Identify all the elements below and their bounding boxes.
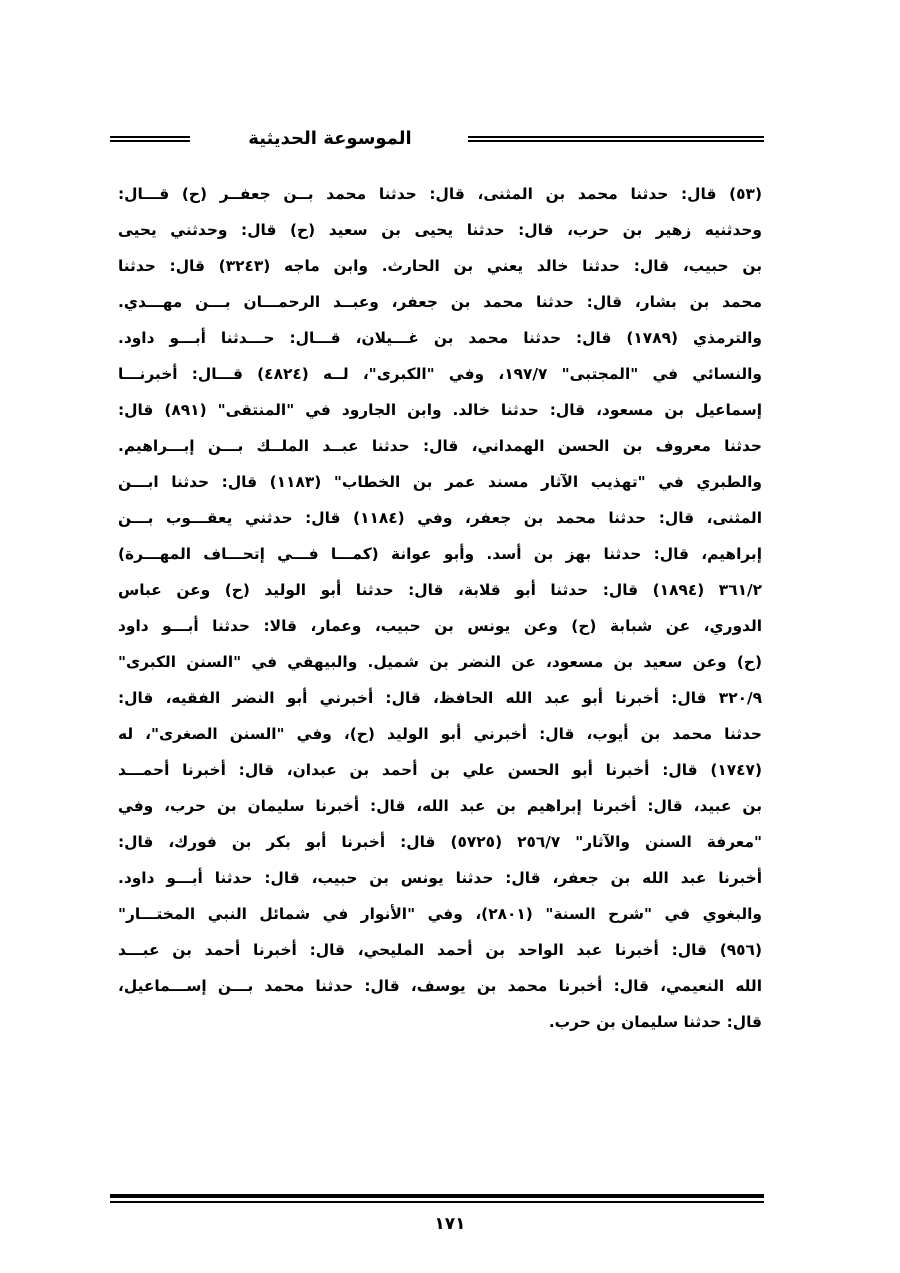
text-line: (٩٥٦) قال: أخبرنا عبد الواحد بن أحمد المليحي، قال: أخبرنا أحمد بن عبـــد [118,941,762,959]
text-line: الدوري، عن شبابة (ح) وعن يونس بن حبيب، وعمار، قالا: حدثنا أبـــو داود [118,617,762,635]
text-line: الله النعيمي، قال: أخبرنا محمد بن يوسف، قال: حدثنا محمد بـــن إســـماعيل، [118,977,762,995]
text-line: بن عبيد، قال: أخبرنا إبراهيم بن عبد الله، قال: أخبرنا سليمان بن حرب، وفي [118,797,762,815]
body-text [118,176,762,1040]
text-line: والترمذي (١٧٨٩) قال: حدثنا محمد بن غـــيلان، قـــال: حـــدثنا أبـــو داود. [118,329,762,347]
text-line: (ح) وعن سعيد بن مسعود، عن النضر بن شميل. والبيهقي في "السنن الكبرى" [118,653,762,671]
header-rule-right [468,136,764,142]
text-line: المثنى، قال: حدثنا محمد بن جعفر، وفي (١١٨٤) قال: حدثني يعقـــوب بـــن [118,509,762,527]
header-rule-left [110,136,190,142]
footer-rule-thick [110,1194,764,1198]
text-line: حدثنا محمد بن أيوب، قال: أخبرني أبو الوليد (ح)، وفي "السنن الصغرى"، له [118,725,762,743]
running-title: الموسوعة الحديثية [248,128,412,149]
text-line: إبراهيم، قال: حدثنا بهز بن أسد. وأبو عوانة (كمـــا فـــي إتحـــاف المهـــرة) [118,545,762,563]
text-line: محمد بن بشار، قال: حدثنا محمد بن جعفر، وعبــد الرحمـــان بـــن مهـــدي. [118,293,762,311]
footer-rule [110,1194,764,1204]
text-line: والطبري في "تهذيب الآثار مسند عمر بن الخطاب" (١١٨٣) قال: حدثنا ابـــن [118,473,762,491]
text-line: "معرفة السنن والآثار" ٢٥٦/٧ (٥٧٢٥) قال: أخبرنا أبو بكر بن فورك، قال: [118,833,762,851]
page-number: ١٧١ [434,1214,466,1234]
text-line: إسماعيل بن مسعود، قال: حدثنا خالد. وابن الجارود في "المنتقى" (٨٩١) قال: [118,401,762,419]
text-line: حدثنا معروف بن الحسن الهمداني، قال: حدثنا عبــد الملــك بـــن إبـــراهيم. [118,437,762,455]
text-line: والبغوي في "شرح السنة" (٢٨٠١)، وفي "الأنوار في شمائل النبي المختـــار" [118,905,762,923]
text-line: أخبرنا عبد الله بن جعفر، قال: حدثنا يونس بن حبيب، قال: حدثنا أبـــو داود. [118,869,762,887]
page-header [110,122,764,162]
text-line: وحدثنيه زهير بن حرب، قال: حدثنا يحيى بن سعيد (ح) قال: وحدثني يحيى [118,221,762,239]
text-line: (١٧٤٧) قال: أخبرنا أبو الحسن علي بن أحمد بن عبدان، قال: أخبرنا أحمـــد [118,761,762,779]
text-line: ٣٢٠/٩ قال: أخبرنا أبو عبد الله الحافظ، قال: أخبرني أبو النضر الفقيه، قال: [118,689,762,707]
text-line: (٥٣) قال: حدثنا محمد بن المثنى، قال: حدثنا محمد بــن جعفــر (ح) قـــال: [118,185,762,203]
text-line: بن حبيب، قال: حدثنا خالد يعني بن الحارث. وابن ماجه (٣٢٤٣) قال: حدثنا [118,257,762,275]
text-line-last: قال: حدثنا سليمان بن حرب. [548,1013,762,1031]
text-line: ٣٦١/٢ (١٨٩٤) قال: حدثنا أبو قلابة، قال: حدثنا أبو الوليد (ح) وعن عباس [118,581,762,599]
text-line: والنسائي في "المجتبى" ١٩٧/٧، وفي "الكبرى"، لــه (٤٨٢٤) قـــال: أخبرنـــا [118,365,762,383]
footer-rule-thin [110,1201,764,1203]
